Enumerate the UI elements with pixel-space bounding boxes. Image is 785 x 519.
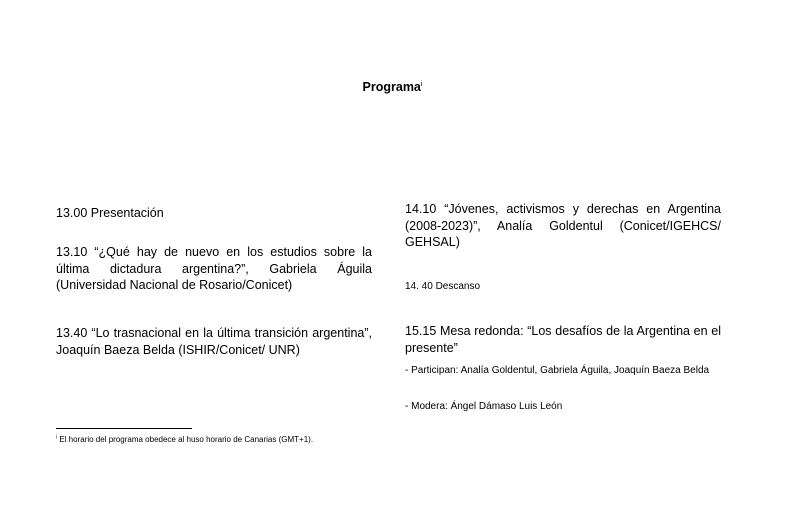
footnote — [56, 435, 313, 445]
schedule-right-column — [405, 280, 721, 294]
schedule-right-column — [405, 201, 721, 251]
schedule-moderator: - Modera: Ángel Dámaso Luis León — [405, 401, 563, 412]
schedule-item-presentacion: 13.00 Presentación — [56, 206, 164, 220]
schedule-left-column — [56, 205, 372, 222]
title-text: Programa — [362, 80, 421, 94]
schedule-item-aguila: 13.10 “¿Qué hay de nuevo en los estudios sobre la última dictadura argentina?”, Gabriela Águila (Universidad Nacional de Rosario/Conicet) — [56, 245, 372, 292]
footnote-mark: i — [56, 434, 58, 441]
schedule-participants: - Participan: Analía Goldentul, Gabriela Águila, Joaquín Baeza Belda — [405, 365, 710, 376]
schedule-item-goldentul: 14.10 “Jóvenes, activismos y derechas en Argentina (2008-2023)”, Analía Goldentul (Conicet/IGEHCS/ GEHSAL) — [405, 202, 721, 249]
schedule-right-column — [405, 400, 721, 414]
title-footnote-mark: i — [420, 80, 423, 88]
schedule-left-column — [56, 244, 372, 294]
page-title — [0, 80, 785, 94]
schedule-right-column — [405, 364, 721, 378]
schedule-right-column — [405, 323, 721, 356]
schedule-item-baeza: 13.40 “Lo trasnacional en la última transición argentina”, Joaquín Baeza Belda (ISHIR/Conicet/ UNR) — [56, 326, 372, 357]
schedule-left-column — [56, 325, 372, 358]
schedule-item-mesa-redonda: 15.15 Mesa redonda: “Los desafíos de la Argentina en el presente” — [405, 324, 721, 355]
footnote-divider — [56, 428, 192, 429]
footnote-text: El horario del programa obedece al huso horario de Canarias (GMT+1). — [57, 435, 314, 444]
schedule-item-descanso: 14. 40 Descanso — [405, 281, 481, 292]
